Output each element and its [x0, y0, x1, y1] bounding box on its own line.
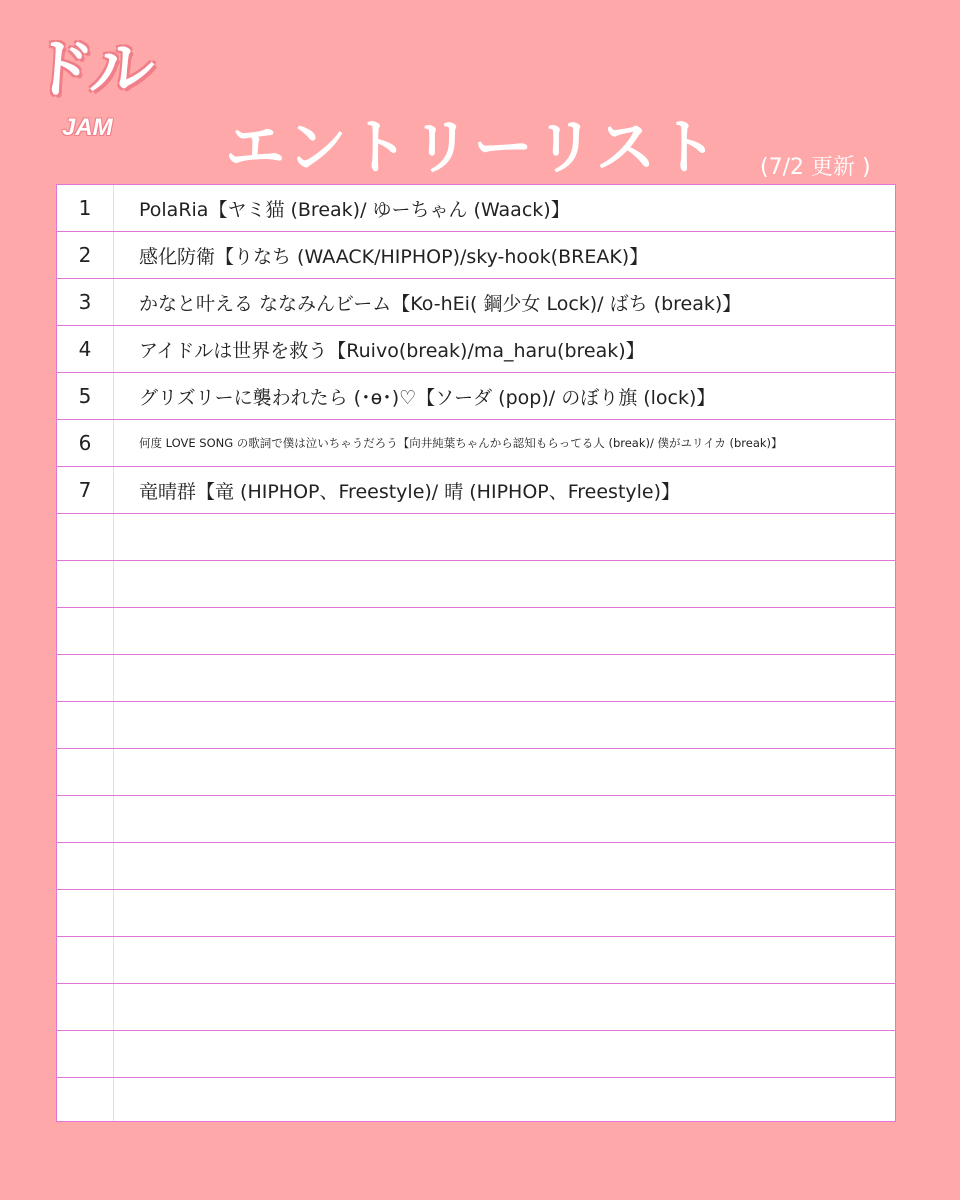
list-item: [57, 185, 895, 232]
list-item: [57, 232, 895, 279]
empty-row: [57, 561, 895, 608]
empty-row: [57, 890, 895, 937]
logo-word: ドル: [27, 33, 153, 107]
entry-number: 7: [78, 478, 92, 502]
list-item: [57, 420, 895, 467]
entry-number: 1: [78, 196, 92, 220]
logo: [28, 24, 178, 154]
entry-text: PolaRia【ヤミ猫 (Break)/ ゆーちゃん (Waack)】: [139, 198, 570, 221]
entry-text: 感化防衛【りなち (WAACK/HIPHOP)/sky-hook(BREAK)】: [139, 245, 649, 268]
empty-row: [57, 984, 895, 1031]
entry-list-sheet: [56, 184, 896, 1122]
entry-text: アイドルは世界を救う【Ruivo(break)/ma_haru(break)】: [139, 339, 645, 362]
entry-number: 5: [78, 384, 92, 408]
empty-row: [57, 749, 895, 796]
entry-number: 6: [78, 431, 92, 455]
list-item: [57, 373, 895, 420]
empty-row: [57, 796, 895, 843]
entry-number: 3: [78, 290, 92, 314]
empty-row: [57, 843, 895, 890]
entry-number: 2: [78, 243, 92, 267]
empty-row: [57, 937, 895, 984]
page-title: エントリーリスト: [225, 113, 720, 183]
empty-row: [57, 1031, 895, 1078]
entry-text: 何度 LOVE SONG の歌詞で僕は泣いちゃうだろう【向井純葉ちゃんから認知もらってる人 (break)/ 僕がユリイカ (break)】: [139, 436, 783, 450]
entry-text: グリズリーに襲われたら (･ө･)♡【ソーダ (pop)/ のぼり旗 (lock)】: [139, 386, 716, 409]
update-note: (7/2 更新 ): [760, 155, 871, 180]
list-item: [57, 467, 895, 514]
list-item: [57, 326, 895, 373]
logo-subtitle: JAM: [62, 114, 113, 141]
entry-text: 竜晴群【竜 (HIPHOP、Freestyle)/ 晴 (HIPHOP、Freestyle)】: [139, 480, 681, 503]
empty-row: [57, 702, 895, 749]
empty-row: [57, 655, 895, 702]
list-item: [57, 279, 895, 326]
entry-number: 4: [78, 337, 92, 361]
entry-text: かなと叶える ななみんビーム【Ko-hEi( 鋼少女 Lock)/ ばち (break)】: [139, 292, 742, 315]
empty-row: [57, 514, 895, 561]
empty-row: [57, 1078, 895, 1125]
empty-row: [57, 608, 895, 655]
